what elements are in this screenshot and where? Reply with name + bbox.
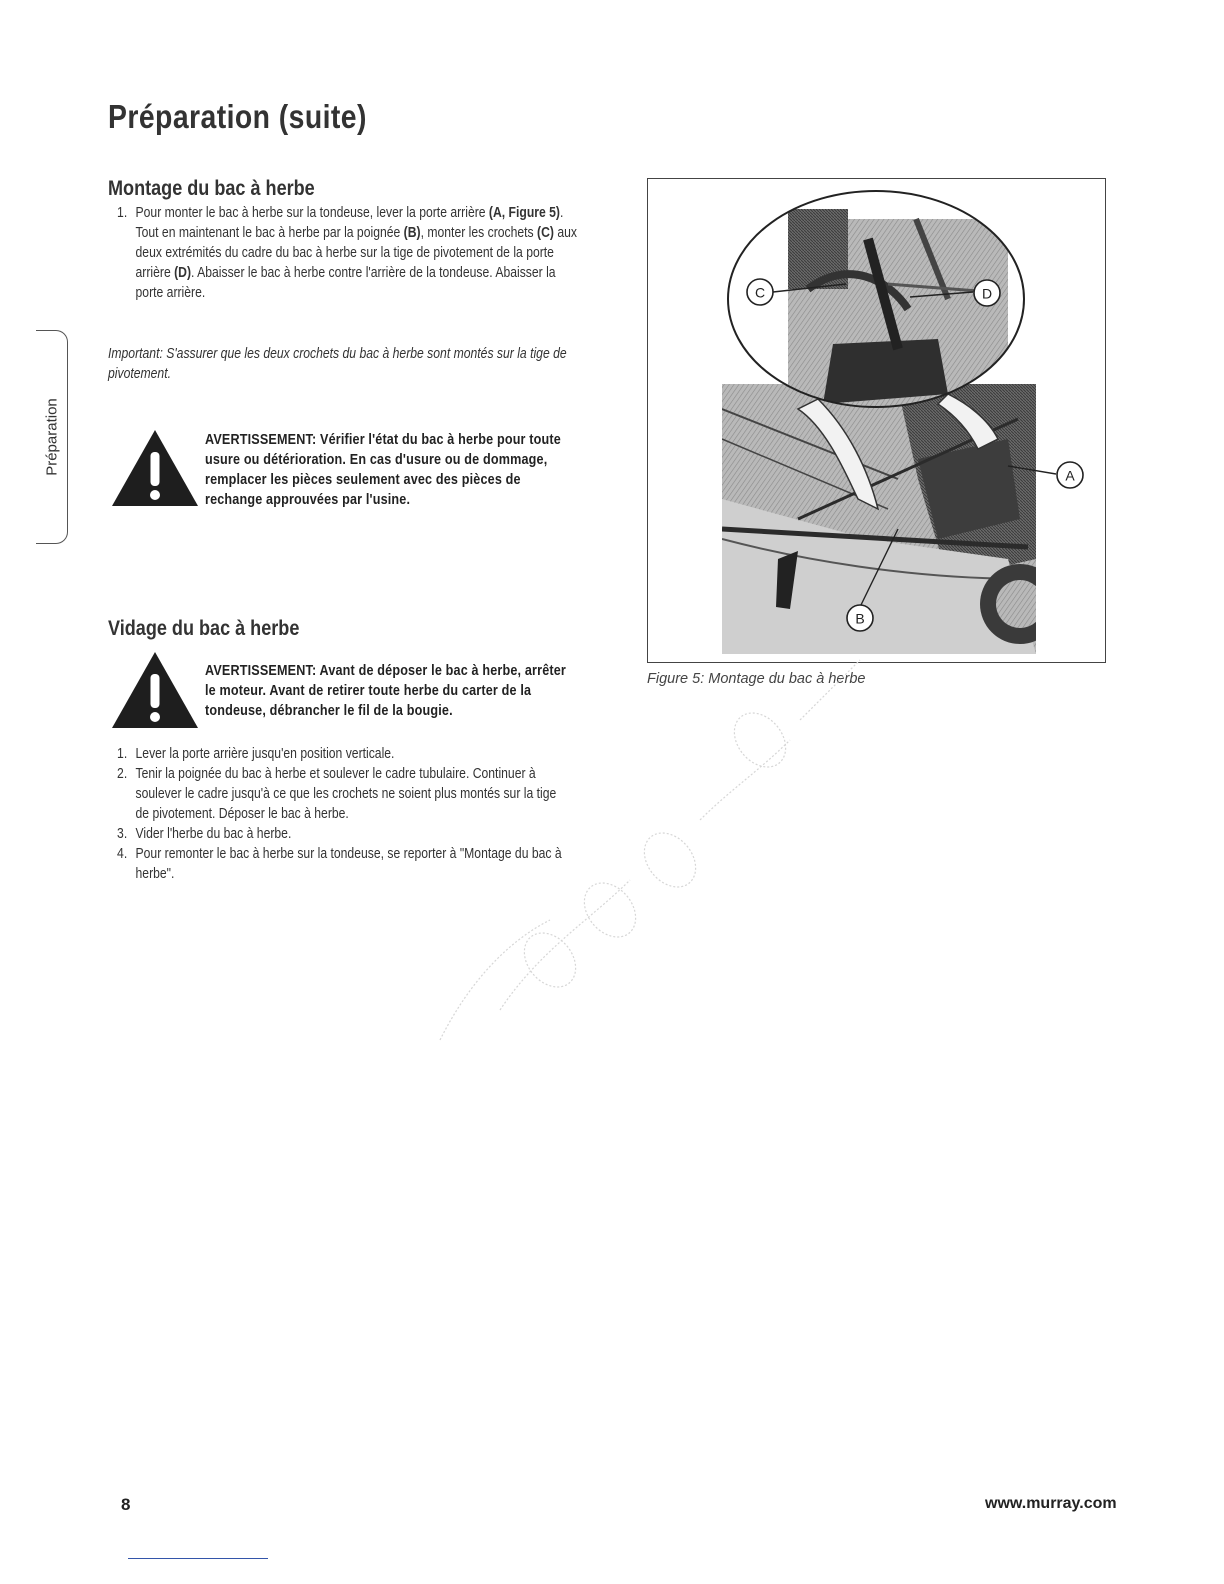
svg-text:B: B	[855, 610, 865, 627]
list-item: 1. Pour monter le bac à herbe sur la tondeuse, lever la porte arrière (A, Figure 5). Tout en maintenant le bac à herbe par la poignée (B), monter les crochets (C) aux deux extrémités du cadre du bac à herbe sur la tige de pivotement de la porte arrière (D). Abaisser le bac à herbe contre l'arrière de la tondeuse. Abaisser la porte arrière.	[117, 205, 577, 301]
svg-text:A: A	[1065, 467, 1075, 484]
callout-d	[974, 280, 1000, 306]
warning-triangle-icon	[110, 650, 200, 730]
footer-rule	[128, 1558, 268, 1559]
list-item: 3. Vider l'herbe du bac à herbe.	[117, 826, 292, 842]
warning-triangle-icon	[110, 428, 200, 508]
website-link[interactable]: www.murray.com	[985, 1495, 1117, 1512]
svg-text:D: D	[981, 285, 993, 302]
page-number: 8	[121, 1495, 131, 1514]
warning-text-montage: AVERTISSEMENT: Vérifier l'état du bac à herbe pour toute usure ou détérioration. En cas d'usure ou de dommage, remplacer les pièces seulement avec des pièces de rechange approuvées par l'usine.	[205, 431, 561, 508]
side-tab	[36, 330, 68, 544]
svg-text:C: C	[754, 284, 766, 301]
montage-step-list	[112, 203, 672, 303]
callout-a	[1057, 462, 1083, 488]
section-heading-vidage: Vidage du bac à herbe	[108, 617, 300, 640]
callout-c	[747, 279, 773, 305]
figure-caption: Figure 5: Montage du bac à herbe	[647, 671, 866, 687]
side-tab-label: Préparation	[43, 398, 60, 476]
watermark	[380, 620, 940, 1080]
list-item: 4. Pour remonter le bac à herbe sur la tondeuse, se reporter à "Montage du bac à herbe".	[117, 846, 562, 882]
list-item: 2. Tenir la poignée du bac à herbe et soulever le cadre tubulaire. Continuer à soulever le cadre jusqu'à ce que les crochets ne soient plus montés sur la tige de pivotement. Déposer le bac à herbe.	[117, 766, 557, 822]
warning-text-vidage: AVERTISSEMENT: Avant de déposer le bac à herbe, arrêter le moteur. Avant de retirer toute herbe du carter de la tondeuse, débrancher le fil de la bougie.	[205, 662, 566, 719]
list-item: 1. Lever la porte arrière jusqu'en position verticale.	[117, 746, 395, 762]
page-title: Préparation (suite)	[108, 98, 367, 135]
mower-drawing	[722, 379, 1060, 654]
section-heading-montage: Montage du bac à herbe	[108, 177, 315, 200]
figure-5-frame	[647, 178, 1106, 663]
figure-5-illustration	[648, 179, 1104, 661]
important-note: Important: S'assurer que les deux crochets du bac à herbe sont montés sur la tige de pivotement.	[108, 346, 567, 382]
